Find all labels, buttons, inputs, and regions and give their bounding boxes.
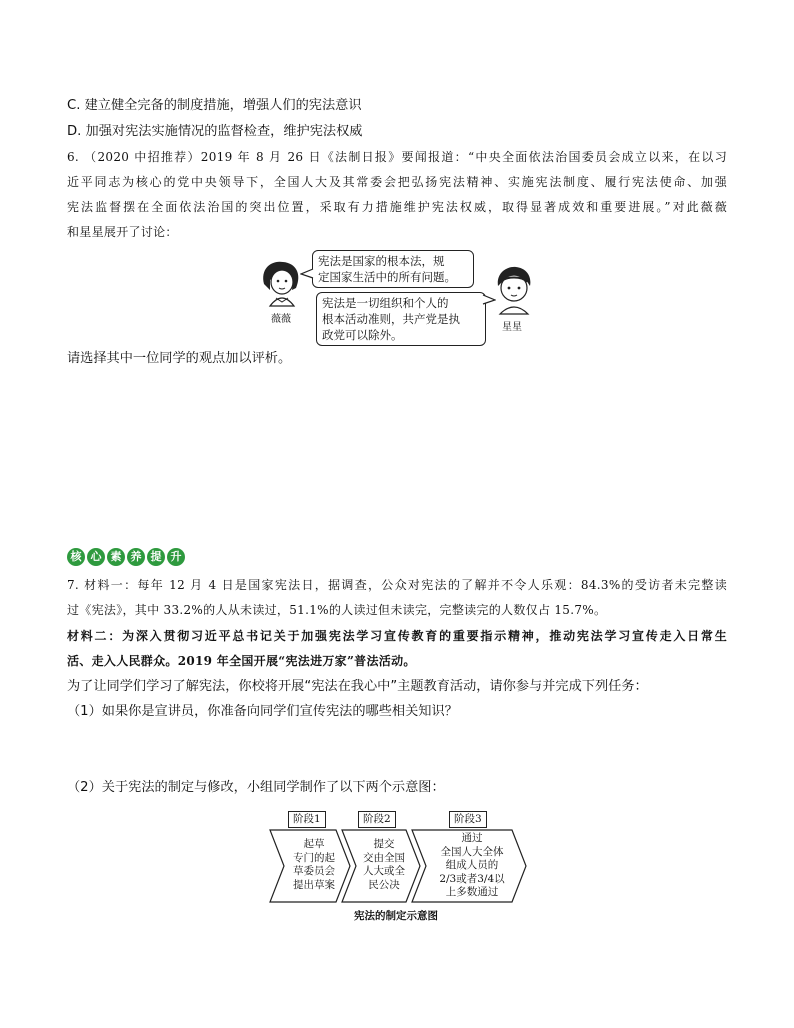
q6-line-4: 和星星展开了讨论： — [67, 225, 178, 239]
badge-char: 提 — [147, 548, 165, 566]
xingxing-speech-bubble — [316, 292, 486, 346]
stage-1-text-line: 提出草案 — [293, 878, 335, 891]
q7-material1-line-1: 7. 材料一：每年 12 月 4 日是国家宪法日，据调查，公众对宪法的了解并不令人乐观：84.3%的受访者未完整读 — [67, 578, 727, 592]
q7-material1-line-2: 过《宪法》，其中 33.2%的人从未读过，51.1%的人读过但未读完，完整读完的人数仅占 15.7%。 — [67, 603, 607, 617]
stage-3-text-line: 上多数通过 — [445, 886, 499, 898]
badge-char: 心 — [87, 548, 105, 566]
stage-3-label: 阶段3 — [449, 811, 487, 828]
stage-1-text-line: 草委员会 — [293, 865, 335, 877]
xingxing-bubble-line-1: 宪法是一切组织和个人的 — [322, 296, 449, 310]
stage-3-text-line: 组成人员的 — [445, 859, 499, 871]
stage-2-text-line: 民公决 — [368, 878, 400, 891]
diagram-caption: 宪法的制定示意图 — [354, 910, 438, 922]
xingxing-name: 星星 — [502, 322, 522, 333]
stage-3-text-line: 通过 — [461, 832, 483, 844]
weiwei-figure — [256, 258, 306, 308]
q7-task-2: （2）关于宪法的制定与修改，小组同学制作了以下两个示意图： — [67, 780, 445, 795]
badge-char: 素 — [107, 548, 125, 566]
badge-char: 升 — [167, 548, 185, 566]
q7-task-1: （1）如果你是宣讲员，你准备向同学们宣传宪法的哪些相关知识？ — [67, 704, 458, 719]
xingxing-bubble-line-2: 根本活动准则，共产党是执 — [322, 312, 460, 326]
stage-2-text — [350, 838, 418, 892]
weiwei-bubble-tail — [300, 268, 314, 280]
stage-3-text-line: 2/3或者3/4以 — [439, 872, 505, 885]
q7-material2-line-1: 材料二：为深入贯彻习近平总书记关于加强宪法学习宣传教育的重要指示精神，推动宪法学习宣传走入日常生 — [67, 629, 727, 643]
weiwei-speech-bubble — [312, 250, 474, 288]
section-badge — [67, 548, 185, 566]
badge-char: 养 — [127, 548, 145, 566]
stage-3-text — [424, 832, 520, 900]
q7-intro: 为了让同学们学习了解宪法，你校将开展“宪法在我心中”主题教育活动，请你参与并完成下列任务： — [67, 679, 648, 694]
weiwei-bubble-line-2: 定国家生活中的所有问题。 — [318, 270, 456, 284]
stage-2-text-line: 人大或全 — [363, 865, 405, 877]
stage-1-text-line: 起草 — [303, 838, 325, 850]
q6-line-1: 6. （2020 中招推荐）2019 年 8 月 26 日《法制日报》要闻报道：“中央全面依法治国委员会成立以来，在以习 — [67, 150, 727, 164]
q6-line-2: 近平同志为核心的党中央领导下，全国人大及其常委会把弘扬宪法精神、实施宪法制度、履行宪法使命、加强 — [67, 175, 727, 189]
xingxing-bubble-line-3: 政党可以除外。 — [322, 328, 403, 342]
badge-char: 核 — [67, 548, 85, 566]
option-c: C. 建立健全完备的制度措施，增强人们的宪法意识 — [67, 98, 362, 113]
q6-prompt: 请选择其中一位同学的观点加以评析。 — [67, 351, 292, 366]
stage-3-text-line: 全国人大全体 — [440, 845, 504, 858]
stage-2-text-line: 提交 — [373, 838, 395, 850]
q7-material2-line-2: 活、走入人民群众。2019 年全国开展“宪法进万家”普法活动。 — [67, 654, 416, 668]
stage-1-text-line: 专门的起 — [293, 851, 335, 864]
weiwei-name: 薇薇 — [271, 314, 291, 325]
stage-1-text — [280, 838, 348, 892]
stage-2-label: 阶段2 — [358, 811, 396, 828]
option-d: D. 加强对宪法实施情况的监督检查，维护宪法权威 — [67, 124, 363, 139]
stage-1-label: 阶段1 — [288, 811, 326, 828]
stage-2-text-line: 交由全国 — [363, 851, 405, 864]
xingxing-figure — [490, 264, 536, 316]
weiwei-bubble-line-1: 宪法是国家的根本法，规 — [318, 254, 445, 268]
q6-line-3: 宪法监督摆在全面依法治国的突出位置，采取有力措施维护宪法权威，取得显著成效和重要进展。”对此薇薇 — [67, 200, 727, 214]
